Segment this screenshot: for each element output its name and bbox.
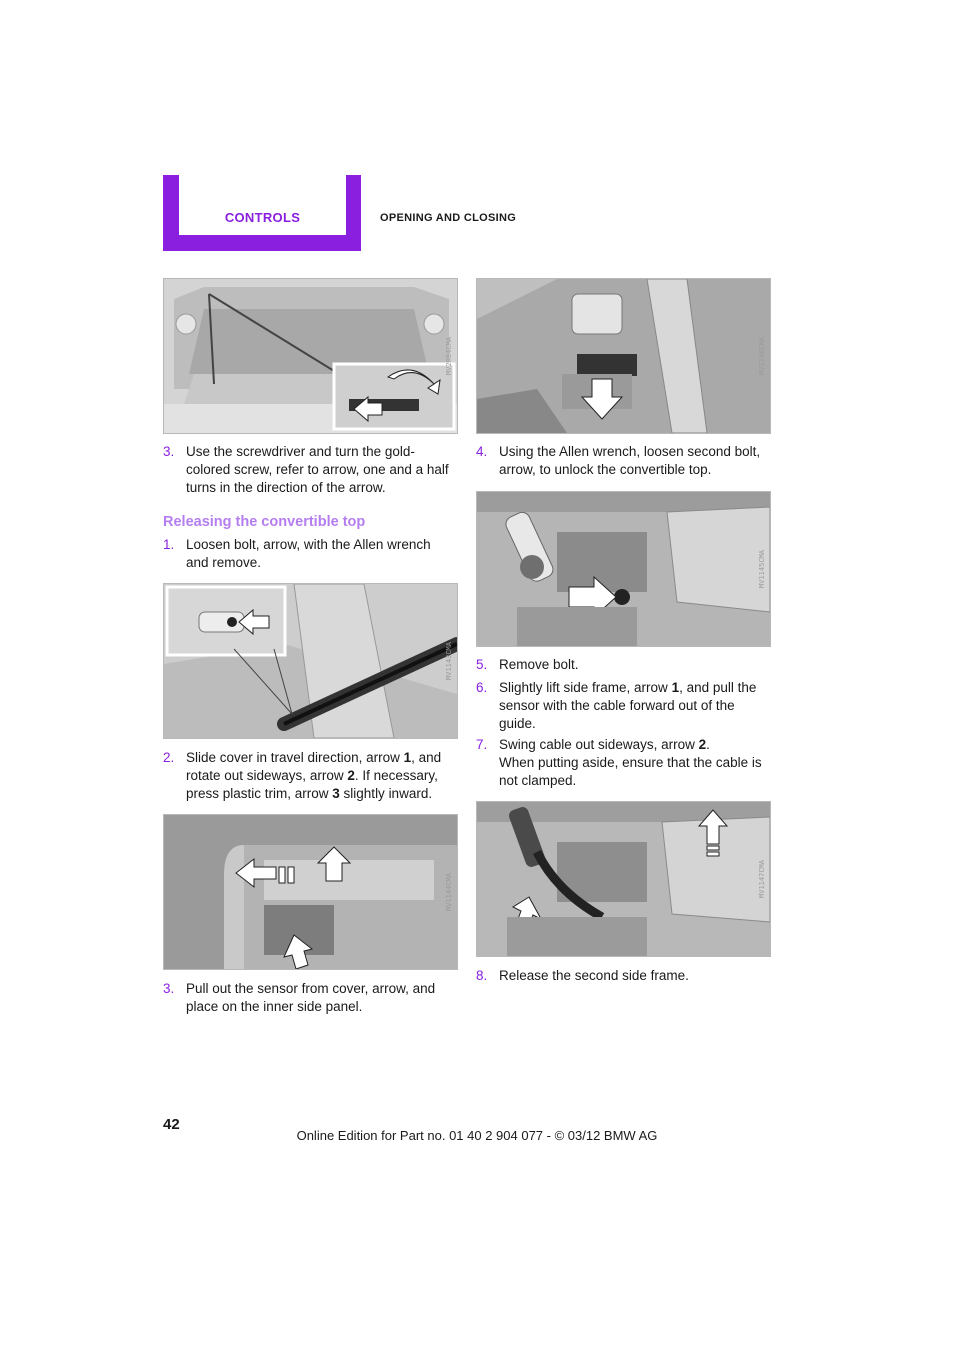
step-text: Swing cable out sideways, arrow 2. When putting aside, ensure that the cable is not clamped. — [499, 737, 762, 788]
figure-code: MV2084CMA — [445, 337, 453, 375]
step-number: 2. — [163, 750, 175, 765]
allen-wrench-bolt-illustration — [477, 279, 770, 433]
side-frame-cable-illustration — [477, 802, 770, 956]
step-5-remove-bolt — [476, 656, 769, 674]
step-number: 8. — [476, 968, 488, 983]
chapter-title: OPENING AND CLOSING — [380, 212, 517, 224]
slide-cover-illustration — [164, 815, 457, 969]
figure-side-frame — [476, 801, 771, 957]
figure-slide-cover — [163, 814, 458, 970]
step-text: Pull out the sensor from cover, arrow, and place on the inner side panel. — [186, 981, 436, 1014]
step-text: Use the screwdriver and turn the gold-colored screw, refer to arrow, one and a half turns in the direction of the arrow. — [186, 444, 449, 495]
header-tab-inner — [179, 175, 346, 235]
step-8-release-frame — [476, 967, 769, 985]
step-3-pull-sensor — [163, 980, 453, 1018]
section-title[interactable]: CONTROLS — [224, 210, 301, 225]
step-7-swing-cable — [476, 736, 769, 792]
footer-edition: Online Edition for Part no. 01 40 2 904 077 - © 03/12 BMW AG — [296, 1128, 658, 1143]
step-text: Slide cover in travel direction, arrow 1, and rotate out sideways, arrow 2. If necessary, press plastic trim, arrow 3 slightly inward. — [186, 750, 442, 801]
step-number: 7. — [476, 737, 488, 752]
bolt-arrow-illustration — [164, 584, 457, 738]
figure-code: MV1143CMA — [445, 642, 453, 680]
figure-loosen-bolt — [163, 583, 458, 739]
figure-remove-bolt — [476, 491, 771, 647]
step-text: Using the Allen wrench, loosen second bolt, arrow, to unlock the convertible top. — [499, 444, 761, 477]
subheading-releasing-top: Releasing the convertible top — [163, 514, 366, 530]
figure-allen-wrench — [476, 278, 771, 434]
step-text: Slightly lift side frame, arrow 1, and pull the sensor with the cable forward out of the guide. — [499, 680, 757, 731]
screwdriver-turn-illustration — [164, 279, 457, 433]
step-4-allen-wrench — [476, 443, 769, 481]
step-text: Loosen bolt, arrow, with the Allen wrench and remove. — [186, 537, 431, 570]
step-number: 5. — [476, 657, 488, 672]
step-number: 1. — [163, 537, 175, 552]
step-number: 3. — [163, 444, 175, 459]
step-1-loosen-bolt — [163, 536, 453, 574]
step-3-screwdriver — [163, 443, 453, 499]
step-text: Remove bolt. — [499, 657, 579, 672]
step-6-lift-side-frame — [476, 679, 769, 735]
page-number: 42 — [163, 1116, 180, 1133]
step-2-slide-cover — [163, 749, 453, 805]
step-text: Release the second side frame. — [499, 968, 689, 983]
figure-code: MV1144CMA — [445, 873, 453, 911]
step-number: 3. — [163, 981, 175, 996]
figure-code: MV1147CMA — [758, 860, 766, 898]
figure-code: MV1145CMA — [758, 550, 766, 588]
step-number: 4. — [476, 444, 488, 459]
figure-code: MV1146CMA — [758, 337, 766, 375]
remove-bolt-illustration — [477, 492, 770, 646]
step-number: 6. — [476, 680, 488, 695]
figure-screwdriver-turn — [163, 278, 458, 434]
